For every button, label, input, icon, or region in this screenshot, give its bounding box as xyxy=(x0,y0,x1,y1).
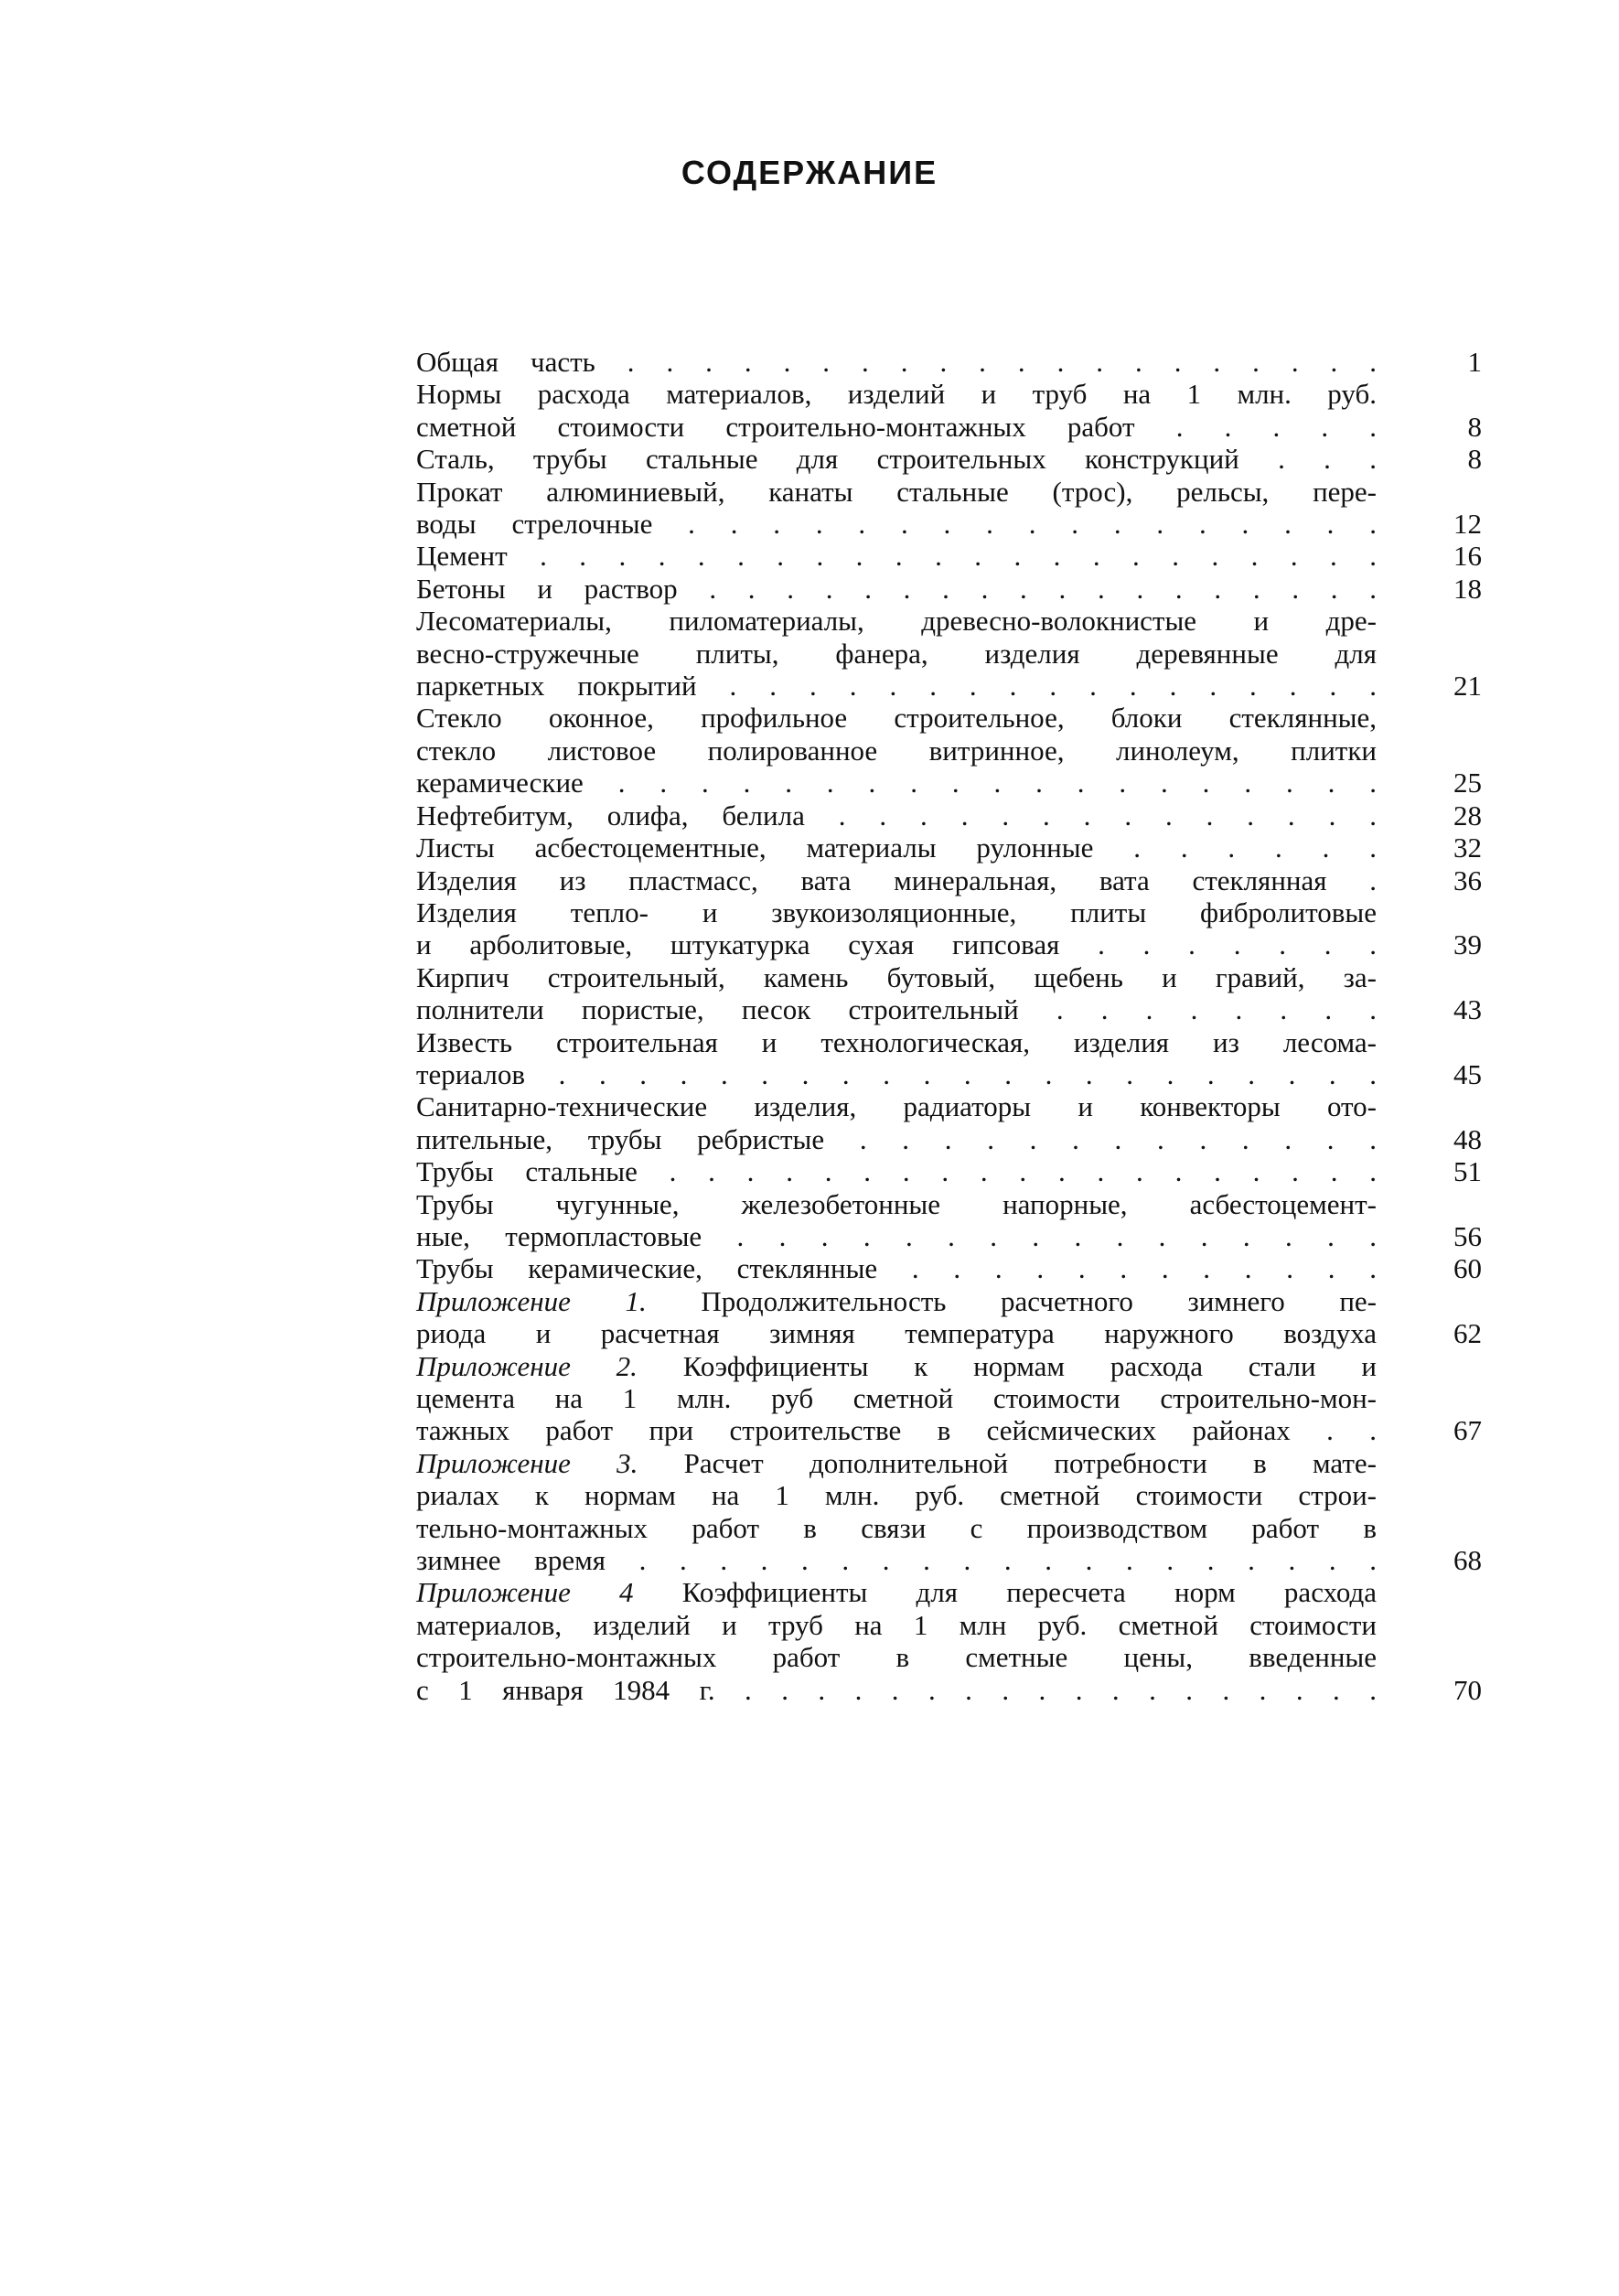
toc-entry-line xyxy=(416,1641,1377,1673)
toc-page-number: 62 xyxy=(1453,1317,1482,1350)
toc-entry xyxy=(416,476,1509,541)
appendix-label: Приложение 2. xyxy=(416,1349,638,1382)
toc-entry-line-text: Санитарно-технические изделия, радиаторы и конвекторы ото- xyxy=(416,1090,1377,1123)
toc-page-number: 67 xyxy=(1453,1414,1482,1447)
toc-entry xyxy=(416,1252,1509,1284)
toc-entry-line xyxy=(416,508,1377,540)
toc-page-number: 56 xyxy=(1453,1219,1482,1252)
toc-page-number: 60 xyxy=(1453,1252,1482,1285)
toc-entry-text xyxy=(416,1350,1377,1447)
toc-page-number: 48 xyxy=(1453,1122,1482,1155)
toc-entry-line-text: тажных работ при строительстве в сейсмических районах . . xyxy=(416,1414,1377,1447)
toc-entry-line-text: материалов, изделий и труб на 1 млн руб. сметной стоимости xyxy=(416,1608,1377,1641)
toc-entry-text xyxy=(416,702,1377,799)
toc-entry-line-text: Расчет дополнительной потребности в мате- xyxy=(683,1446,1377,1479)
toc-entry-line-text: Общая часть . . . . . . . . . . . . . . . . . . . . xyxy=(416,346,1377,378)
toc-entry-line xyxy=(416,1058,1377,1090)
toc-entry-line-text: Трубы стальные . . . . . . . . . . . . . . . . . . . xyxy=(416,1155,1377,1188)
toc-entry-line-text: Бетоны и раствор . . . . . . . . . . . . . . . . . . xyxy=(416,572,1377,605)
toc-entry xyxy=(416,1576,1509,1706)
toc-entry-line xyxy=(416,476,1377,508)
toc-page-number: 28 xyxy=(1453,799,1482,831)
toc-entry-line xyxy=(416,961,1377,993)
toc-entry-line xyxy=(416,767,1377,799)
toc-entry-text xyxy=(416,573,1377,605)
toc-entry-line xyxy=(416,1285,1377,1317)
toc-entry-line xyxy=(416,1576,1377,1608)
toc-entry xyxy=(416,1350,1509,1447)
toc-entry xyxy=(416,864,1509,896)
toc-page-number: 32 xyxy=(1453,831,1482,864)
toc-entry-line-text: стекло листовое полированное витринное, линолеум, плитки xyxy=(416,734,1377,767)
toc-entry-line-text: Продолжительность расчетного зимнего пе- xyxy=(701,1284,1378,1317)
toc-entry-text xyxy=(416,896,1377,961)
toc-entry xyxy=(416,540,1509,572)
appendix-label: Приложение 4 xyxy=(416,1576,634,1609)
toc-entry-line-text: Нормы расхода материалов, изделий и труб на 1 млн. руб. xyxy=(416,378,1377,411)
toc-entry-line-text: строительно-монтажных работ в сметные цены, введенные xyxy=(416,1641,1377,1674)
toc-entry-line xyxy=(416,1544,1377,1576)
toc-page-number: 12 xyxy=(1453,508,1482,541)
toc-entry-line-text: пительные, трубы ребристые . . . . . . . . . . . . . xyxy=(416,1122,1377,1155)
toc-entry-text xyxy=(416,540,1377,572)
toc-entry-text xyxy=(416,1252,1377,1284)
toc-entry-line xyxy=(416,346,1377,378)
toc-entry-line xyxy=(416,831,1377,864)
toc-entry-line xyxy=(416,928,1377,960)
toc-entry xyxy=(416,443,1509,475)
toc-page-number: 8 xyxy=(1467,410,1482,443)
toc-entry-line xyxy=(416,1220,1377,1252)
toc-entry-line xyxy=(416,1090,1377,1122)
toc-entry-line xyxy=(416,702,1377,734)
toc-entry xyxy=(416,1447,1509,1577)
toc-entry-line-text: Сталь, трубы стальные для строительных конструкций . . . xyxy=(416,443,1377,476)
toc-entry-line xyxy=(416,1026,1377,1058)
toc-entry-line xyxy=(416,670,1377,702)
toc-entry-line xyxy=(416,411,1377,443)
toc-entry-line-text: ные, термопластовые . . . . . . . . . . . . . . . . xyxy=(416,1219,1377,1252)
toc-entry-line-text: Известь строительная и технологическая, изделия из лесома- xyxy=(416,1025,1377,1058)
toc-entry-text xyxy=(416,443,1377,475)
toc-entry-line-text: полнители пористые, песок строительный . . . . . . . . xyxy=(416,993,1377,1026)
toc-entry-text xyxy=(416,831,1377,864)
toc-entry xyxy=(416,378,1509,443)
toc-entry-line-text: Цемент . . . . . . . . . . . . . . . . . . . . . . xyxy=(416,540,1377,573)
toc-entry-text xyxy=(416,799,1377,831)
toc-entry-line-text: Коэффициенты к нормам расхода стали и xyxy=(682,1349,1377,1382)
toc-entry xyxy=(416,961,1509,1026)
toc-entry-line xyxy=(416,1414,1377,1446)
toc-entry-line-text: риалах к нормам на 1 млн. руб. сметной стоимости строи- xyxy=(416,1479,1377,1512)
toc-entry xyxy=(416,1188,1509,1253)
toc-entry-text xyxy=(416,1155,1377,1187)
toc-entry-line xyxy=(416,1188,1377,1220)
appendix-label: Приложение 1. xyxy=(416,1284,647,1317)
toc-entry-line xyxy=(416,605,1377,637)
toc-entry-line-text: и арболитовые, штукатурка сухая гипсовая . . . . . . . xyxy=(416,928,1377,961)
toc-entry-line xyxy=(416,1447,1377,1479)
toc-entry-text xyxy=(416,476,1377,541)
toc-entry-line-text: воды стрелочные . . . . . . . . . . . . . . . . . xyxy=(416,508,1377,541)
toc-entry xyxy=(416,573,1509,605)
toc-entry-line xyxy=(416,1350,1377,1382)
toc-page-number: 68 xyxy=(1453,1544,1482,1577)
toc-entry xyxy=(416,831,1509,864)
toc-entry-line-text: весно-стружечные плиты, фанера, изделия деревянные для xyxy=(416,637,1377,670)
toc-entry-text xyxy=(416,378,1377,443)
toc-entry-text xyxy=(416,864,1377,896)
toc-page-number: 16 xyxy=(1453,540,1482,573)
toc-page-number: 70 xyxy=(1453,1673,1482,1706)
toc-entry xyxy=(416,1285,1509,1350)
toc-entry xyxy=(416,346,1509,378)
toc-entry-text xyxy=(416,1447,1377,1577)
toc-entry-line-text: паркетных покрытий . . . . . . . . . . . . . . . . . xyxy=(416,670,1377,703)
toc-entry-line xyxy=(416,735,1377,767)
toc-page-number: 18 xyxy=(1453,572,1482,605)
toc-entry xyxy=(416,702,1509,799)
toc-entry-line xyxy=(416,864,1377,896)
toc-entry-line xyxy=(416,1252,1377,1284)
toc-entry-line-text: с 1 января 1984 г. . . . . . . . . . . . . . . . . . . xyxy=(416,1673,1377,1706)
toc-entry-line xyxy=(416,1512,1377,1544)
toc-entry-line-text: тельно-монтажных работ в связи с производством работ в xyxy=(416,1511,1377,1544)
toc-entry-line xyxy=(416,443,1377,475)
toc-entry-line-text: Стекло оконное, профильное строительное, блоки стеклянные, xyxy=(416,702,1377,735)
toc-entry-line-text: риода и расчетная зимняя температура наружного воздуха xyxy=(416,1317,1377,1350)
toc-entry-line-text: Нефтебитум, олифа, белила . . . . . . . . . . . . . . xyxy=(416,799,1377,831)
toc-entry-line xyxy=(416,1479,1377,1511)
toc-page-number: 1 xyxy=(1467,346,1482,378)
toc-entry-line-text: Трубы чугунные, железобетонные напорные, асбестоцемент- xyxy=(416,1187,1377,1220)
toc-entry-text xyxy=(416,1090,1377,1155)
toc-entry-line-text: Коэффициенты для пересчета норм расхода xyxy=(681,1576,1377,1609)
toc-page-number: 43 xyxy=(1453,993,1482,1026)
toc-entry-text xyxy=(416,346,1377,378)
toc-page-number: 21 xyxy=(1453,670,1482,703)
toc-entry-text xyxy=(416,1026,1377,1091)
toc-page-number: 36 xyxy=(1453,864,1482,896)
toc-entry-line-text: сметной стоимости строительно-монтажных работ . . . . . xyxy=(416,410,1377,443)
toc-entry-line-text: Прокат алюминиевый, канаты стальные (трос), рельсы, пере- xyxy=(416,475,1377,508)
toc-entry-line-text: Лесоматериалы, пиломатериалы, древесно-волокнистые и дре- xyxy=(416,605,1377,638)
toc-entry xyxy=(416,799,1509,831)
toc-entry-line xyxy=(416,1317,1377,1349)
toc-entry-text xyxy=(416,1188,1377,1253)
toc-entry-line xyxy=(416,799,1377,831)
appendix-label: Приложение 3. xyxy=(416,1446,638,1479)
toc-page-number: 25 xyxy=(1453,767,1482,799)
toc-entry xyxy=(416,1090,1509,1155)
toc-page-number: 51 xyxy=(1453,1155,1482,1188)
toc-page-number: 45 xyxy=(1453,1057,1482,1090)
toc-entry-line xyxy=(416,540,1377,572)
toc-entry-line-text: зимнее время . . . . . . . . . . . . . . . . . . . xyxy=(416,1544,1377,1577)
toc-entry-line xyxy=(416,638,1377,670)
page-title: СОДЕРЖАНИЕ xyxy=(681,154,938,191)
toc-entry-line xyxy=(416,378,1377,410)
toc-entry xyxy=(416,605,1509,702)
toc-entry xyxy=(416,1026,1509,1091)
toc-entry-line-text: Листы асбестоцементные, материалы рулонные . . . . . . xyxy=(416,831,1377,864)
toc-entry-line xyxy=(416,993,1377,1025)
toc-entry-line-text: Кирпич строительный, камень бутовый, щебень и гравий, за- xyxy=(416,960,1377,993)
toc-entry-line xyxy=(416,1155,1377,1187)
toc-entry-text xyxy=(416,1576,1377,1706)
toc-page-number: 39 xyxy=(1453,928,1482,961)
toc-entry-line-text: Трубы керамические, стеклянные . . . . . . . . . . . . xyxy=(416,1252,1377,1285)
toc-entry xyxy=(416,1155,1509,1187)
toc-entry-line-text: териалов . . . . . . . . . . . . . . . . . . . . . xyxy=(416,1057,1377,1090)
toc-entry-line-text: керамические . . . . . . . . . . . . . . . . . . . xyxy=(416,767,1377,799)
toc-entry-line-text: Изделия тепло- и звукоизоляционные, плиты фибролитовые xyxy=(416,896,1377,928)
toc-entry-line xyxy=(416,1123,1377,1155)
toc-page-number: 8 xyxy=(1467,443,1482,476)
toc-entry xyxy=(416,896,1509,961)
toc-entry-text xyxy=(416,605,1377,702)
toc-entry-text xyxy=(416,1285,1377,1350)
toc-entry-line-text: Изделия из пластмасс, вата минеральная, вата стеклянная . xyxy=(416,864,1377,896)
toc-entry-line-text: цемента на 1 млн. руб сметной стоимости строительно-мон- xyxy=(416,1382,1377,1414)
toc-entry-line xyxy=(416,1609,1377,1641)
toc-entry-line xyxy=(416,1674,1377,1706)
toc-entry-line xyxy=(416,1382,1377,1414)
toc-entry-line xyxy=(416,896,1377,928)
table-of-contents xyxy=(416,346,1509,1706)
toc-entry-text xyxy=(416,961,1377,1026)
toc-entry-line xyxy=(416,573,1377,605)
